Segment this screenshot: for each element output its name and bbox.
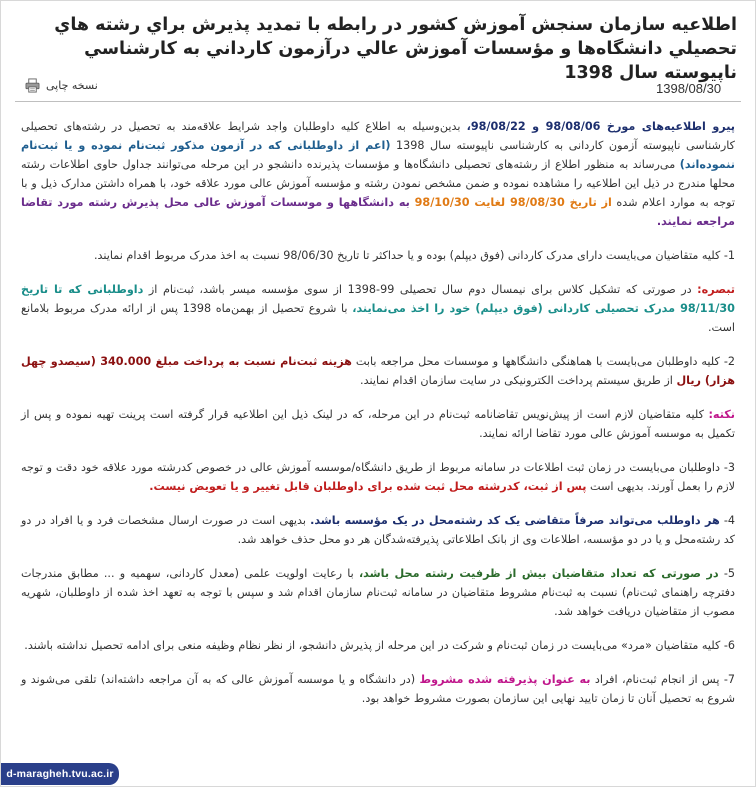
tip-label: نکته: — [708, 408, 735, 421]
item-3-text: 3- داوطلبان می‌بایست در زمان ثبت اطلاعات در سامانه مربوط از طریق دانشگاه/موسسه آموزش عالی در خصوص کدرشته مورد علاقه خود دقت و توجه لازم را بعمل آورند. بدیهی است — [21, 461, 735, 493]
item-7-text-2: (در دانشگاه و یا موسسه آموزش عالی که به آن مراجعه داشته‌اند) تلقی می‌شوند و شروع به تحصیل آنان تا زمان تایید نهایی این سازمان بصورت مشروط خواهد بود. — [21, 673, 735, 705]
item-4-highlight: هر داوطلب می‌تواند صرفاً متقاضی یک کد رشته‌محل در یک مؤسسه باشد. — [310, 514, 720, 527]
note-label: تبصره: — [697, 283, 736, 296]
intro-text-2: می‌رساند به منظور اطلاع از رشته‌های تحصیلی دانشگاه‌ها و مؤسسات پذیرنده دانشجو در این مرحله می‌توانند جداول حاوی اطلاعات رشته محلها مندرج در ذیل این اطلاعیه را مشاهده نموده و ضمن مشخص نمودن رشته و مؤسسه آموزش عالی مورد علاقه خود، با همراه داشتن مدارک ذیل و با توجه به موارد اعلام شده — [21, 158, 736, 209]
item-1: 1- کلیه متقاضیان می‌بایست دارای مدرک کاردانی (فوق دیپلم) بوده و یا حداکثر تا تاریخ 98/06/30 نسبت به اخذ مدرک مربوط اقدام نمایند. — [93, 249, 735, 262]
item-4-text: بدیهی است در صورت ارسال مشخصات فرد و یا افراد در دو کد رشته‌محل و یا در دو مؤسسه، اطلاعات وی از بانک اطلاعاتی پذیرفته‌شدگان هر دو محل حذف خواهد شد. — [21, 514, 735, 546]
item-4 — [21, 511, 735, 549]
item-2 — [21, 352, 735, 390]
site-watermark: d-maragheh.tvu.ac.ir — [1, 763, 119, 785]
intro-text-1: بدین‌وسیله به اطلاع کلیه داوطلبان واجد شرایط علاقه‌مند به تحصیل در رشته‌های تحصیلی کارشناسی ناپیوسته آزمون کاردانی به کارشناسی ناپیوسته سال 1398 — [21, 120, 735, 152]
tip-text: کلیه متقاضیان لازم است از پیش‌نویس تقاضانامه ثبت‌نام در این مرحله، که در لینک ذیل این اطلاعیه قرار گرفته است پرینت تهیه نموده و پس از تکمیل به موسسه آموزش عالی مورد تقاضا ارائه نمایند. — [21, 408, 735, 440]
item-2-text-1: 2- کلیه داوطلبان می‌بایست با هماهنگی دانشگاهها و موسسات محل مراجعه بابت — [351, 355, 735, 368]
intro-applicants-note: (اعم از داوطلبانی که در آزمون مذکور ثبت‌نام نموده و یا ثبت‌نام ننموده‌اند) — [21, 139, 735, 171]
intro-paragraph — [21, 117, 735, 231]
item-7 — [21, 670, 735, 708]
page-title: اطلاعيه سازمان سنجش آموزش کشور در رابطه با تمديد پذيرش براي رشته هاي تحصيلي دانشگاه‌ها و مؤسسات آموزش عالي درآزمون کارداني به کارشناسي ناپيوسته سال 1398 — [54, 15, 737, 83]
tip-paragraph — [21, 405, 735, 443]
item-6: 6- کلیه متقاضیان «مرد» می‌بایست در زمان ثبت‌نام و شرکت در این مرحله از پذیرش دانشجو، از نظر نظام وظیفه منعی برای ادامه تحصیل نداشته باشند. — [24, 639, 735, 652]
publish-date: 1398/08/30 — [656, 81, 722, 96]
note-highlight: داوطلبانی که تا تاریخ 98/11/30 مدرک تحصیلی کاردانی (فوق دیپلم) خود را اخذ می‌نمایند، — [21, 283, 735, 315]
intro-text-3: به دانشگاهها و موسسات آموزش عالی محل پذیرش رشته مورد تقاضا مراجعه نمایند. — [21, 196, 735, 228]
item-5-highlight: در صورتی که تعداد متقاضیان بیش از ظرفیت رشته محل باشد، — [358, 567, 719, 580]
item-7-text-1: 7- پس از انجام ثبت‌نام، افراد — [590, 673, 735, 686]
item-5-num: 5- — [718, 567, 736, 580]
item-5 — [21, 564, 735, 621]
note-text-2: با شروع تحصیل از بهمن‌ماه 1398 پس از ارائه مدرک مربوط بلامانع است. — [21, 302, 735, 334]
intro-ref-dates: پیرو اطلاعیه‌های مورخ 98/08/06 و 98/08/22، — [466, 120, 735, 133]
note-text-1: در صورتی که تشکیل کلاس برای نیمسال دوم سال تحصیلی 99-1398 از سوی مؤسسه میسر باشد، ثبت‌نام از — [143, 283, 698, 296]
intro-date-range: از تاریخ 98/08/30 لغایت 98/10/30 — [414, 196, 612, 209]
print-link[interactable] — [25, 75, 98, 95]
item-3 — [21, 458, 735, 496]
title-divider — [15, 101, 741, 102]
item-4-num: 4- — [719, 514, 736, 527]
note-paragraph — [21, 280, 735, 337]
item-2-fee: هزینه ثبت‌نام نسبت به پرداخت مبلغ 340.000 (سیصدو چهل هزار) ریال — [21, 355, 735, 387]
item-3-warning: پس از ثبت، کدرشته محل ثبت شده برای داوطلبان قابل تغییر و یا تعویض نیست. — [149, 480, 587, 493]
printer-icon[interactable] — [25, 78, 40, 93]
item-5-text: با رعایت اولویت علمی (معدل کاردانی، سهمیه و ... مطابق مندرجات دفترچه راهنمای ثبت‌نام) نسبت به ثبت‌نام مشروط متقاضیان در سامانه ثبت‌نام سازمان اقدام شد و سپس با توجه به تعهد اخذ شده از داوطلبان، شهریه مصوب از متقاضیان دریافت خواهد شد. — [21, 567, 735, 618]
print-label[interactable]: نسخه چاپی — [46, 78, 98, 92]
item-2-text-2: از طریق سیستم پرداخت الکترونیکی در سایت سازمان اقدام نمایند. — [360, 374, 677, 387]
item-7-highlight: به عنوان پذیرفته شده مشروط — [419, 673, 591, 686]
article-body — [21, 117, 735, 723]
